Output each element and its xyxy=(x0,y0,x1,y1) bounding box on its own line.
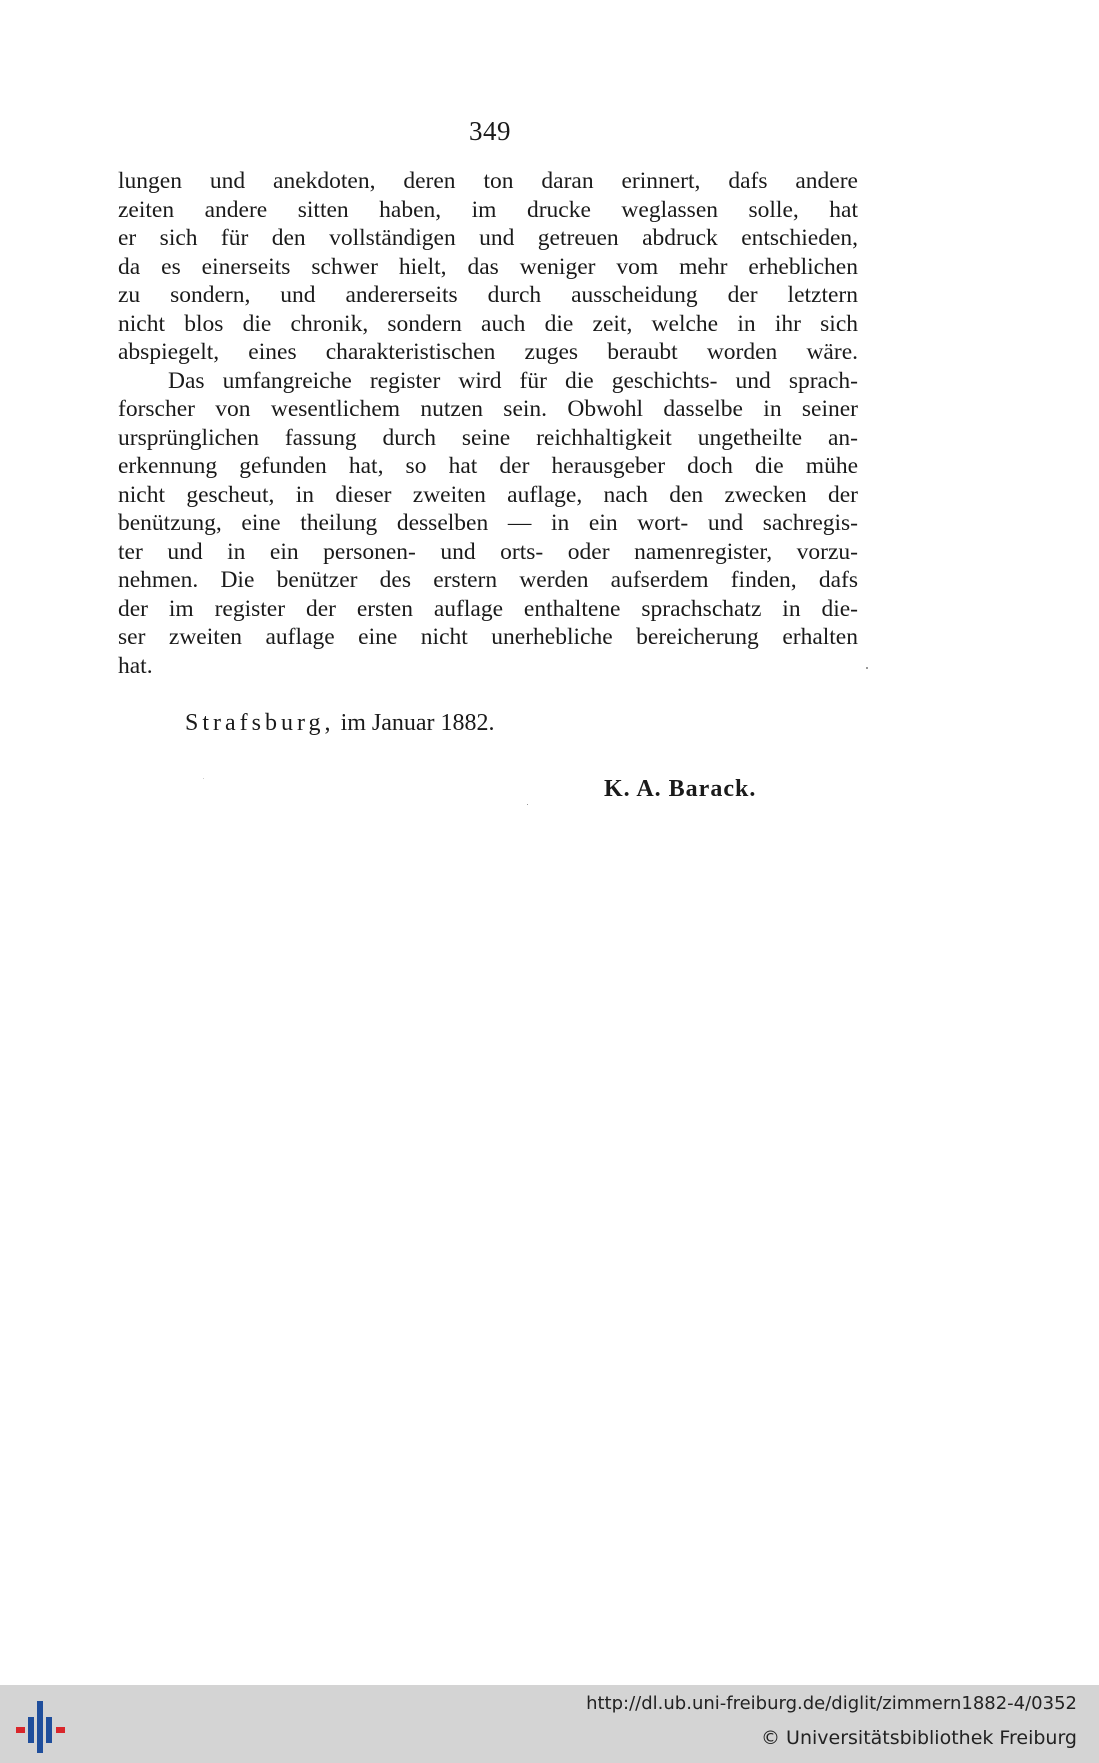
text-line: ter und in ein personen- und orts- oder namenregister, vorzu- xyxy=(118,538,858,565)
scan-speck xyxy=(866,667,868,669)
text-line: abspiegelt, eines charakteristischen zuges beraubt worden wäre. xyxy=(118,339,858,365)
text-line: zu sondern, und andererseits durch ausscheidung der letztern xyxy=(118,282,858,308)
scan-speck xyxy=(203,778,204,779)
scan-speck xyxy=(527,804,528,805)
ub-freiburg-logo-icon xyxy=(14,1693,70,1755)
text-line: er sich für den vollständigen und getreuen abdruck entschieden, xyxy=(118,225,858,251)
text-line: nicht blos die chronik, sondern auch die zeit, welche in ihr sich xyxy=(118,310,858,337)
body-text xyxy=(118,167,858,680)
page-number: 349 xyxy=(469,116,511,146)
text-line: zeiten andere sitten haben, im drucke weglassen solle, hat xyxy=(118,196,858,223)
date-text: im Januar 1882. xyxy=(340,710,495,736)
text-line: nehmen. Die benützer des erstern werden aufserdem finden, dafs xyxy=(118,567,858,593)
text-line: da es einerseits schwer hielt, das weniger vom mehr erheblichen xyxy=(118,253,858,280)
place-name: Strafsburg, xyxy=(185,710,335,736)
text-line: erkennung gefunden hat, so hat der herausgeber doch die mühe xyxy=(118,453,858,479)
author-signature: K. A. Barack. xyxy=(604,776,757,802)
place-date xyxy=(185,710,495,737)
text-line: nicht gescheut, in dieser zweiten auflage, nach den zwecken der xyxy=(118,481,858,508)
text-line: der im register der ersten auflage enthaltene sprachschatz in die- xyxy=(118,595,858,622)
text-line: lungen und anekdoten, deren ton daran erinnert, dafs andere xyxy=(118,168,858,194)
text-line: forscher von wesentlichem nutzen sein. Obwohl dasselbe in seiner xyxy=(118,396,858,422)
text-line: hat. xyxy=(118,652,153,679)
text-line: ser zweiten auflage eine nicht unerhebliche bereicherung erhalten xyxy=(118,624,858,650)
text-line: Das umfangreiche register wird für die geschichts- und sprach- xyxy=(168,367,858,394)
document-url-link[interactable]: http://dl.ub.uni-freiburg.de/diglit/zimmern1882-4/0352 xyxy=(586,1693,1077,1714)
text-line: ursprünglichen fassung durch seine reichhaltigkeit ungetheilte an- xyxy=(118,424,858,451)
viewer-footer xyxy=(0,1685,1099,1763)
text-line: benützung, eine theilung desselben — in ein wort- und sachregis- xyxy=(118,510,858,536)
copyright-notice: © Universitätsbibliothek Freiburg xyxy=(761,1727,1077,1749)
